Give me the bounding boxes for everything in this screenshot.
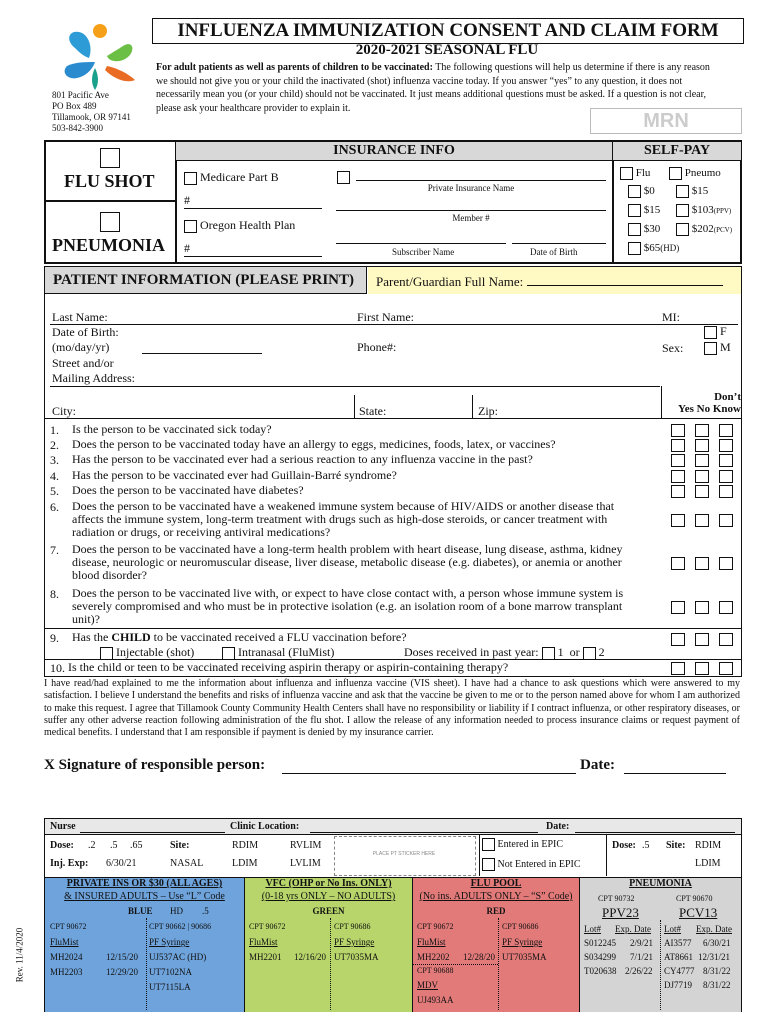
red-lot: MH2202 bbox=[417, 952, 450, 962]
sex-label: Sex: bbox=[662, 341, 684, 355]
private-insurance-label: Private Insurance Name bbox=[427, 183, 515, 193]
insurance-title bbox=[176, 141, 612, 161]
q7-dont-know-checkbox[interactable] bbox=[719, 557, 733, 570]
address-line: Tillamook, OR 97141 bbox=[52, 112, 131, 122]
q9-dose-2-checkbox[interactable] bbox=[583, 647, 596, 660]
green-title1: VFC (OHP or No Ins. ONLY) bbox=[265, 878, 392, 889]
red-cpt-right: CPT 90686 bbox=[502, 922, 539, 931]
blue-sub-3: .5 bbox=[202, 906, 209, 916]
red-cpt3: CPT 90688 bbox=[417, 966, 454, 975]
pcv-lot: AT8661 bbox=[664, 952, 693, 962]
pcv-exp: 12/31/21 bbox=[698, 952, 731, 962]
q-number: 7. bbox=[50, 543, 59, 557]
q9-dont-know-checkbox[interactable] bbox=[719, 633, 733, 646]
ppv-lot-hdr: Lot# bbox=[584, 924, 601, 934]
q5-yes-checkbox[interactable] bbox=[671, 485, 685, 498]
q6-dont-know-checkbox[interactable] bbox=[719, 514, 733, 527]
q8-dont-know-checkbox[interactable] bbox=[719, 601, 733, 614]
selfpay-title bbox=[613, 141, 741, 161]
q-text: Is the child or teen to be vaccinated receiving aspirin therapy or aspirin-containing therapy? bbox=[68, 660, 509, 674]
selfpay-flu-65[interactable] bbox=[628, 242, 679, 255]
staff-date-label: Date: bbox=[546, 821, 570, 832]
q2-no-checkbox[interactable] bbox=[695, 439, 709, 452]
street-label: Street and/or bbox=[52, 356, 114, 370]
selfpay-title-text: SELF-PAY bbox=[643, 143, 711, 158]
private-insurance-checkbox[interactable] bbox=[337, 168, 350, 186]
pneumonia-label: PNEUMONIA bbox=[52, 235, 165, 255]
q9-injectable-label: Injectable (shot) bbox=[116, 645, 195, 659]
ppv-exp-hdr: Exp. Date bbox=[615, 924, 651, 934]
entered-epic[interactable] bbox=[482, 838, 563, 851]
q1-yes-checkbox[interactable] bbox=[671, 424, 685, 437]
q6-no-checkbox[interactable] bbox=[695, 514, 709, 527]
site-rdim[interactable]: RDIM bbox=[232, 840, 259, 851]
selfpay-flu-0[interactable] bbox=[628, 185, 655, 198]
pcv-name: PCV13 bbox=[679, 905, 718, 920]
green-exp: 12/16/20 bbox=[294, 952, 327, 962]
form-title: INFLUENZA IMMUNIZATION CONSENT AND CLAIM FORM bbox=[152, 18, 744, 44]
dob-format: (mo/day/yr) bbox=[52, 340, 110, 354]
q10-no-checkbox[interactable] bbox=[695, 662, 709, 675]
site-ldim[interactable]: LDIM bbox=[232, 858, 258, 869]
q9-injectable[interactable] bbox=[100, 645, 194, 660]
price: $0 bbox=[643, 185, 655, 198]
selfpay-pneumo[interactable] bbox=[669, 167, 721, 180]
selfpay-flu-label: Flu bbox=[635, 167, 651, 180]
mrn-label: MRN bbox=[590, 108, 742, 134]
sex-m-option[interactable] bbox=[704, 340, 731, 355]
price-note: (HD) bbox=[660, 243, 680, 254]
q-text bbox=[72, 631, 667, 644]
q1-no-checkbox[interactable] bbox=[695, 424, 709, 437]
price: $103 bbox=[691, 204, 714, 217]
green-right-lot: UT7035MA bbox=[334, 952, 379, 962]
oregon-label: Oregon Health Plan bbox=[200, 218, 296, 232]
q-number: 9. bbox=[50, 631, 59, 645]
address-line: 801 Pacific Ave bbox=[52, 90, 109, 100]
flu-shot-label: FLU SHOT bbox=[64, 171, 155, 191]
nurse-field[interactable] bbox=[80, 832, 225, 833]
red-left-name: FluMist bbox=[417, 937, 446, 947]
member-label: Member # bbox=[452, 213, 490, 223]
red-mdv: MDV bbox=[417, 980, 439, 990]
q5-no-checkbox[interactable] bbox=[695, 485, 709, 498]
zip-label: Zip: bbox=[478, 404, 498, 418]
ppv-exp: 2/9/21 bbox=[630, 938, 654, 948]
medicare-option[interactable] bbox=[184, 170, 279, 185]
pneumonia-cpt-right: CPT 90670 bbox=[676, 894, 713, 903]
medicare-number-field[interactable] bbox=[184, 193, 322, 209]
green-sub: GREEN bbox=[312, 906, 345, 916]
revision-label: Rev. 11/4/2020 bbox=[14, 927, 25, 983]
ppv-lot: S012245 bbox=[584, 938, 617, 948]
dont-label: Don’t bbox=[714, 391, 741, 403]
blue-cpt-left: CPT 90672 bbox=[50, 922, 87, 931]
q-number: 3. bbox=[50, 453, 59, 467]
clinic-address bbox=[52, 90, 131, 134]
price-note: (PPV) bbox=[713, 207, 732, 216]
blue-exp: 12/29/20 bbox=[106, 967, 139, 977]
red-sub: RED bbox=[486, 906, 506, 916]
selfpay-flu[interactable] bbox=[620, 167, 650, 180]
q7-yes-checkbox[interactable] bbox=[671, 557, 685, 570]
blue-title2: & INSURED ADULTS – Use “L” Code bbox=[64, 891, 225, 902]
q9-doses-label: Doses received in past year: bbox=[404, 645, 539, 659]
subscriber-field[interactable] bbox=[336, 243, 506, 244]
q2-dont-know-checkbox[interactable] bbox=[719, 439, 733, 452]
inj-exp-label: Inj. Exp: bbox=[50, 858, 89, 869]
site-label: Site: bbox=[170, 840, 190, 851]
subscriber-dob-field[interactable] bbox=[512, 243, 606, 244]
q9-dose-1-checkbox[interactable] bbox=[542, 647, 555, 660]
site2-label: Site: bbox=[666, 840, 686, 851]
selfpay-flu-15[interactable] bbox=[628, 204, 660, 217]
sticker-label: PLACE PT STICKER HERE bbox=[372, 851, 436, 857]
address-line: 503-842-3900 bbox=[52, 123, 103, 133]
q9-two: 2 bbox=[598, 645, 605, 659]
blue-exp: 12/15/20 bbox=[106, 952, 139, 962]
intro-body: The following questions will help us determine if there is any reason we should not give you or your child the inactivated (shot) influenza vaccine today. If you answer “yes” to any question, it does not necessarily mean you (or your child) should not be vaccinated. It just means additional questions must be asked. If a question is not clear, please ask your healthcare provider to explain it. bbox=[156, 62, 710, 114]
q-text: Does the person to be vaccinated have a weakened immune system because of HIV/AIDS or another disease that affects the immune system, long-term treatment with drugs such as high-dose steroids, or cancer treatment with radiation or drugs, or receiving antiviral medications? bbox=[72, 499, 615, 539]
pcv-lot: AI3577 bbox=[664, 938, 692, 948]
dose2-label: Dose: bbox=[612, 840, 636, 851]
red-exp: 12/28/20 bbox=[463, 952, 496, 962]
patient-info-title bbox=[45, 267, 367, 294]
signature-date-label: Date: bbox=[580, 757, 615, 773]
q9-doses bbox=[404, 645, 605, 660]
q-number: 4. bbox=[50, 469, 59, 483]
pcv-exp: 6/30/21 bbox=[703, 938, 731, 948]
yes-label: Yes bbox=[678, 403, 694, 415]
site2-rdim[interactable]: RDIM bbox=[695, 840, 722, 851]
green-right-name: PF Syringe bbox=[334, 937, 375, 947]
q5-dont-know-checkbox[interactable] bbox=[719, 485, 733, 498]
selfpay-pneumo-15[interactable] bbox=[676, 185, 708, 198]
q-text: Is the person to be vaccinated sick today? bbox=[72, 422, 272, 436]
staff-date-field[interactable] bbox=[575, 832, 735, 833]
green-left-name: FluMist bbox=[249, 937, 278, 947]
q-text: Does the person to be vaccinated have a long-term health problem with heart disease, lung disease, asthma, kidney disease, neurologic or neuromuscular disease, liver disease, metabolic disease (e.g. diabetes), or anemia or another blood disorder? bbox=[72, 542, 623, 582]
red-mdv-lot: UJ493AA bbox=[417, 995, 454, 1005]
subscriber-dob-label: Date of Birth bbox=[530, 247, 578, 257]
site-nasal[interactable]: NASAL bbox=[170, 858, 204, 869]
red-right-name: PF Syringe bbox=[502, 937, 543, 947]
q9-child: CHILD bbox=[111, 630, 151, 644]
pcv-exp: 8/31/22 bbox=[703, 966, 731, 976]
pcv-lot-hdr: Lot# bbox=[664, 924, 681, 934]
green-lot: MH2201 bbox=[249, 952, 282, 962]
no-label: No bbox=[696, 403, 711, 415]
know-label: Know bbox=[712, 403, 741, 415]
ppv-lot: S034299 bbox=[584, 952, 617, 962]
green-cpt-left: CPT 90672 bbox=[249, 922, 286, 931]
entered-label: Entered in EPIC bbox=[497, 838, 564, 850]
intro-text bbox=[156, 61, 716, 115]
selfpay-pneumo-103[interactable] bbox=[676, 204, 731, 217]
q-text: Does the person to be vaccinated have diabetes? bbox=[72, 483, 304, 497]
selfpay-pneumo-202[interactable] bbox=[676, 223, 732, 236]
pneumonia-cpt-left: CPT 90732 bbox=[598, 894, 635, 903]
q8-yes-checkbox[interactable] bbox=[671, 601, 685, 614]
hash-label: # bbox=[184, 193, 190, 207]
site2-ldim[interactable]: LDIM bbox=[695, 858, 721, 869]
q-number: 6. bbox=[50, 500, 59, 514]
q-text: Has the person to be vaccinated ever had Guillain-Barré syndrome? bbox=[72, 468, 397, 482]
q9-no-checkbox[interactable] bbox=[695, 633, 709, 646]
oregon-number-field[interactable] bbox=[184, 241, 322, 257]
intro-bold: For adult patients as well as parents of children to be vaccinated: bbox=[156, 62, 433, 73]
red-title1: FLU POOL bbox=[470, 878, 522, 889]
price: $15 bbox=[643, 204, 661, 217]
ppv-lot: T020638 bbox=[584, 966, 617, 976]
q-number: 2. bbox=[50, 438, 59, 452]
ppv-name: PPV23 bbox=[602, 905, 639, 920]
blue-title1: PRIVATE INS OR $30 (ALL AGES) bbox=[66, 878, 223, 889]
q-number: 10. bbox=[50, 661, 65, 675]
q9-or: or bbox=[569, 645, 580, 659]
patient-title-text: PATIENT INFORMATION (PLEASE PRINT) bbox=[53, 272, 354, 288]
city-label: City: bbox=[52, 404, 77, 418]
q1-dont-know-checkbox[interactable] bbox=[719, 424, 733, 437]
q-text: Does the person to be vaccinated live with, or expect to have close contact with, a person whose immune system is severely compromised and who must be in protective isolation (e.g. an isolation room of a bone marrow transplant unit)? bbox=[72, 586, 624, 626]
q9-pre: Has the bbox=[72, 630, 112, 644]
pcv-lot: DJ7719 bbox=[664, 980, 693, 990]
selfpay-pneumo-label: Pneumo bbox=[684, 167, 721, 180]
q-text: Does the person to be vaccinated today have an allergy to eggs, medicines, foods, latex, or vaccines? bbox=[72, 437, 556, 451]
name-line[interactable] bbox=[50, 324, 738, 325]
pcv-exp-hdr: Exp. Date bbox=[696, 924, 732, 934]
q2-yes-checkbox[interactable] bbox=[671, 439, 685, 452]
q4-yes-checkbox[interactable] bbox=[671, 470, 685, 483]
first-name-label: First Name: bbox=[357, 310, 414, 324]
blue-cpt-right: CPT 90662 | 90686 bbox=[149, 922, 212, 931]
last-name-label: Last Name: bbox=[52, 310, 108, 324]
price: $15 bbox=[691, 185, 709, 198]
q9-one: 1 bbox=[557, 645, 564, 659]
q4-dont-know-checkbox[interactable] bbox=[719, 470, 733, 483]
ppv-exp: 7/1/21 bbox=[630, 952, 654, 962]
hash-label: # bbox=[184, 241, 190, 255]
q9-yes-checkbox[interactable] bbox=[671, 633, 685, 646]
dob-label: Date of Birth: bbox=[52, 325, 119, 339]
blue-right-lot: UT7102NA bbox=[149, 967, 192, 977]
state-label: State: bbox=[359, 404, 387, 418]
signature-label: X Signature of responsible person: bbox=[44, 757, 266, 773]
blue-lot: MH2203 bbox=[50, 967, 83, 977]
sex-f-label: F bbox=[720, 324, 727, 338]
private-insurance-field[interactable] bbox=[356, 180, 606, 181]
blue-right-name: PF Syringe bbox=[149, 937, 190, 947]
q-text: Has the person to be vaccinated ever had a serious reaction to any influenza vaccine in the past? bbox=[72, 452, 533, 466]
sex-f-option[interactable] bbox=[704, 324, 727, 339]
price: $202 bbox=[691, 223, 714, 236]
oregon-option[interactable] bbox=[184, 218, 295, 233]
member-field[interactable] bbox=[336, 210, 606, 211]
q9-intranasal-label: Intranasal (FluMist) bbox=[238, 645, 335, 659]
q9-intranasal[interactable] bbox=[222, 645, 334, 660]
medicare-label: Medicare Part B bbox=[200, 170, 279, 184]
guardian-name-field[interactable] bbox=[368, 267, 741, 294]
q6-yes-checkbox[interactable] bbox=[671, 514, 685, 527]
subscriber-label: Subscriber Name bbox=[392, 247, 455, 257]
blue-lot: MH2024 bbox=[50, 952, 83, 962]
q7-no-checkbox[interactable] bbox=[695, 557, 709, 570]
dose-label: Dose: bbox=[50, 840, 74, 851]
blue-right-lot: UT7115LA bbox=[149, 982, 191, 992]
q-number: 5. bbox=[50, 484, 59, 498]
q9-post: to be vaccinated received a FLU vaccination before? bbox=[150, 630, 407, 644]
address-line: PO Box 489 bbox=[52, 101, 97, 111]
nurse-label: Nurse bbox=[50, 821, 76, 832]
q-number: 8. bbox=[50, 587, 59, 601]
blue-left-name: FluMist bbox=[50, 937, 79, 947]
q10-yes-checkbox[interactable] bbox=[671, 662, 685, 675]
flu-shot-checkbox[interactable] bbox=[100, 148, 120, 173]
insurance-title-text: INSURANCE INFO bbox=[333, 143, 455, 158]
q-number: 1. bbox=[50, 423, 59, 437]
site-rvlim[interactable]: RVLIM bbox=[290, 840, 322, 851]
red-right-lot: UT7035MA bbox=[502, 952, 547, 962]
price: $65 bbox=[643, 242, 661, 255]
pcv-exp: 8/31/22 bbox=[703, 980, 731, 990]
mailing-label: Mailing Address: bbox=[52, 371, 135, 385]
pcv-lot: CY4777 bbox=[664, 966, 695, 976]
address-field[interactable] bbox=[50, 386, 660, 387]
selfpay-flu-30[interactable] bbox=[628, 223, 660, 236]
blue-sub-2: HD bbox=[170, 906, 183, 916]
pneumonia-title: PNEUMONIA bbox=[629, 878, 692, 889]
dose-02[interactable]: .2 bbox=[88, 840, 96, 851]
red-cpt-left: CPT 90672 bbox=[417, 922, 454, 931]
form-subtitle: 2020-2021 SEASONAL FLU bbox=[355, 42, 539, 58]
mi-label: MI: bbox=[662, 310, 680, 324]
red-title2: (No ins. ADULTS ONLY – “S” Code) bbox=[419, 891, 573, 902]
price: $30 bbox=[643, 223, 661, 236]
consent-text: I have read/had explained to me the information about influenza and influenza vaccine (VIS sheet). I have had a chance to ask questions which were answered to my satisfaction. I believe I understand the benefits and risks of influenza vaccine and ask that the vaccine be given to me or to the person named above for whom I am authorized to make this request. I agree that Tillamook County Community Health Centers shall have no responsibility or liability if I contract influenza, or other respiratory diseases, or suffer any other adverse reaction following administration of the flu shot. I allow the release of any information needed to process insurance claims or request payment of medical benefits. I understand that I am responsible if payment is denied by my insurance carrier. bbox=[44, 678, 740, 739]
not-entered-epic[interactable] bbox=[482, 858, 581, 871]
phone-label: Phone#: bbox=[357, 340, 397, 354]
q3-dont-know-checkbox[interactable] bbox=[719, 454, 733, 467]
q3-no-checkbox[interactable] bbox=[695, 454, 709, 467]
q4-no-checkbox[interactable] bbox=[695, 470, 709, 483]
q10-dont-know-checkbox[interactable] bbox=[719, 662, 733, 675]
blue-right-lot: UJ537AC (HD) bbox=[149, 952, 207, 962]
signature-field[interactable] bbox=[282, 773, 576, 774]
guardian-label: Parent/Guardian Full Name: bbox=[376, 274, 524, 289]
clinic-location-field[interactable] bbox=[310, 832, 538, 833]
q3-yes-checkbox[interactable] bbox=[671, 454, 685, 467]
site-lvlim[interactable]: LVLIM bbox=[290, 858, 321, 869]
green-title2: (0-18 yrs ONLY – NO ADULTS) bbox=[261, 891, 396, 902]
ppv-exp: 2/26/22 bbox=[625, 966, 653, 976]
pneumonia-checkbox[interactable] bbox=[100, 212, 120, 237]
signature-date-field[interactable] bbox=[624, 773, 726, 774]
clinic-location-label: Clinic Location: bbox=[230, 821, 300, 832]
answer-header bbox=[663, 391, 741, 415]
dob-field[interactable] bbox=[142, 353, 262, 354]
blue-sub-1: BLUE bbox=[128, 906, 153, 916]
inj-exp-value: 6/30/21 bbox=[106, 858, 137, 869]
clinic-logo bbox=[55, 18, 145, 93]
dose-065[interactable]: .65 bbox=[130, 840, 143, 851]
green-cpt-right: CPT 90686 bbox=[334, 922, 371, 931]
dose-05[interactable]: .5 bbox=[110, 840, 118, 851]
price-note: (PCV) bbox=[713, 226, 733, 235]
sex-m-label: M bbox=[720, 340, 731, 354]
q8-no-checkbox[interactable] bbox=[695, 601, 709, 614]
dose2-value[interactable]: .5 bbox=[642, 840, 650, 851]
not-entered-label: Not Entered in EPIC bbox=[497, 858, 581, 870]
